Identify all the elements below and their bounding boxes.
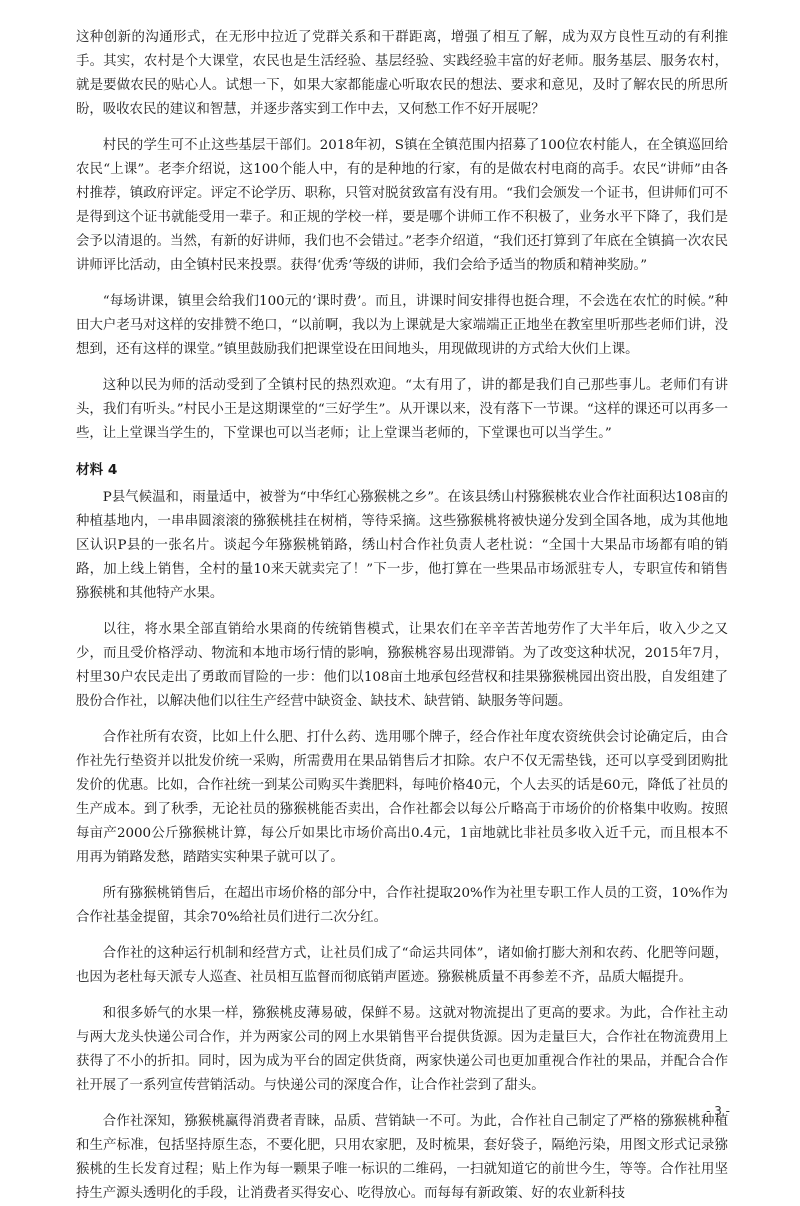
paragraph-2: 村民的学生可不止这些基层干部们。2018年初，S镇在全镇范围内招募了100位农村能人，在全镇巡回给农民“上课”。老李介绍说，这100个能人中，有的是种地的行家，有的是做农村电商的高手。农民“讲师”由各村推荐，镇政府评定。评定不论学历、职称，只管对脱贫致富有没有用。“我们会颁发一个证书，但讲师们可不是得到这个证书就能受用一辈子。和正规的学校一样，要是哪个讲师工作不积极了，业务水平下降了，我们是会予以清退的。当然，有新的好讲师，我们也不会错过。”老李介绍道，“我们还打算到了年底在全镇搞一次农民讲师评比活动，由全镇村民来投票。获得‘优秀’等级的讲师，我们会给予适当的物质和精神奖励。”	[76, 138, 728, 273]
paragraph-5: P县气候温和，雨量适中，被誉为“中华红心猕猴桃之乡”。在该县绣山村猕猴桃农业合作社面积达108亩的种植基地内，一串串圆滚滚的猕猴桃挂在树梢，等待采摘。这些猕猴桃将被快递分发到全国各地，成为其他地区认识P县的一张名片。谈起今年猕猴桃销路，绣山村合作社负责人老杜说：“全国十大果品市场都有咱的销路，加上线上销售，全村的量10来天就卖完了！”下一步，他打算在一些果品市场派驻专人，专职宣传和销售猕猴桃和其他特产水果。	[76, 490, 728, 601]
paragraph-6: 以往，将水果全部直销给水果商的传统销售模式，让果农们在辛辛苦苦地劳作了大半年后，收入少之又少，而且受价格浮动、物流和本地市场行情的影响，猕猴桃容易出现滞销。为了改变这种状况，2015年7月，村里30户农民走出了勇敢而冒险的一步：他们以108亩土地承包经营权和挂果猕猴桃园出资出股，自发组建了股份合作社，以解决他们以往生产经营中缺资金、缺技术、缺营销、缺服务等问题。	[76, 622, 728, 709]
paragraph-7: 合作社所有农资，比如上什么肥、打什么药、选用哪个牌子，经合作社年度农资统供会讨论确定后，由合作社先行垫资并以批发价统一采购，所需费用在果品销售后才扣除。农户不仅无需垫钱，还可以享受到团购批发价的优惠。比如，合作社统一到某公司购买牛粪肥料，每吨价格40元，个人去买的话是60元，降低了社员的生产成本。到了秋季，无论社员的猕猴桃能否卖出，合作社都会以每公斤略高于市场价的价格集中收购。按照每亩产2000公斤猕猴桃计算，每公斤如果比市场价高出0.4元，1亩地就比非社员多收入近千元，而且根本不用再为销路发愁，踏踏实实种果子就可以了。	[76, 730, 728, 865]
paragraph-4: 这种以民为师的活动受到了全镇村民的热烈欢迎。“太有用了，讲的都是我们自己那些事儿。老师们有讲头，我们有听头。”村民小王是这期课堂的“三好学生”。从开课以来，没有落下一节课。“这样的课还可以再多一些，让上堂课当学生的，下堂课也可以当老师；让上堂课当老师的，下堂课也可以当学生。”	[76, 378, 728, 441]
paragraph-1: 这种创新的沟通形式，在无形中拉近了党群关系和干群距离，增强了相互了解，成为双方良性互动的有利推手。其实，农村是个大课堂，农民也是生活经验、基层经验、实践经验丰富的好老师。服务基层、服务农村，就是要做农民的贴心人。试想一下，如果大家都能虚心听取农民的想法、要求和意见，及时了解农民的所思所盼，吸收农民的建议和智慧，并逐步落实到工作中去，又何愁工作不好开展呢？	[76, 30, 728, 117]
paragraph-8: 所有猕猴桃销售后，在超出市场价格的部分中，合作社提取20%作为社里专职工作人员的工资，10%作为合作社基金提留，其余70%给社员们进行二次分红。	[76, 886, 728, 925]
paragraph-11: 合作社深知，猕猴桃赢得消费者青睐，品质、营销缺一不可。为此，合作社自己制定了严格的猕猴桃种植和生产标准，包括坚持原生态，不要化肥，只用农家肥，及时梳果，套好袋子，隔绝污染，用图文形式记录猕猴桃的生长发育过程；贴上作为每一颗果子唯一标识的二维码，一扫就知道它的前世今生，等等。合作社用坚持生产源头透明化的手段，让消费者买得安心、吃得放心。而每每有新政策、好的农业新科技	[76, 1114, 728, 1201]
page-number: - 3 -	[706, 1104, 730, 1118]
section-heading: 材料 4	[76, 462, 118, 478]
paragraph-9: 合作社的这种运行机制和经营方式，让社员们成了“命运共同体”，诸如偷打膨大剂和农药、化肥等问题，也因为老杜每天派专人巡查、社员相互监督而彻底销声匿迹。猕猴桃质量不再参差不齐，品质大幅提升。	[76, 946, 728, 985]
paragraph-10: 和很多娇气的水果一样，猕猴桃皮薄易破，保鲜不易。这就对物流提出了更高的要求。为此，合作社主动与两大龙头快递公司合作，并为两家公司的网上水果销售平台提供货源。因为走量巨大，合作社在物流费用上获得了不小的折扣。同时，因为成为平台的固定供货商，两家快递公司也更加重视合作社的果品，并配合合作社开展了一系列宣传营销活动。与快递公司的深度合作，让合作社尝到了甜头。	[76, 1006, 728, 1093]
paragraph-3: “每场讲课，镇里会给我们100元的‘课时费’。而且，讲课时间安排得也挺合理，不会选在农忙的时候。”种田大户老马对这样的安排赞不绝口，“以前啊，我以为上课就是大家端端正正地坐在教室里听那些老师们讲，没想到，还有这样的课堂。”镇里鼓励我们把课堂设在田间地头，用现做现讲的方式给大伙们上课。	[76, 294, 728, 357]
